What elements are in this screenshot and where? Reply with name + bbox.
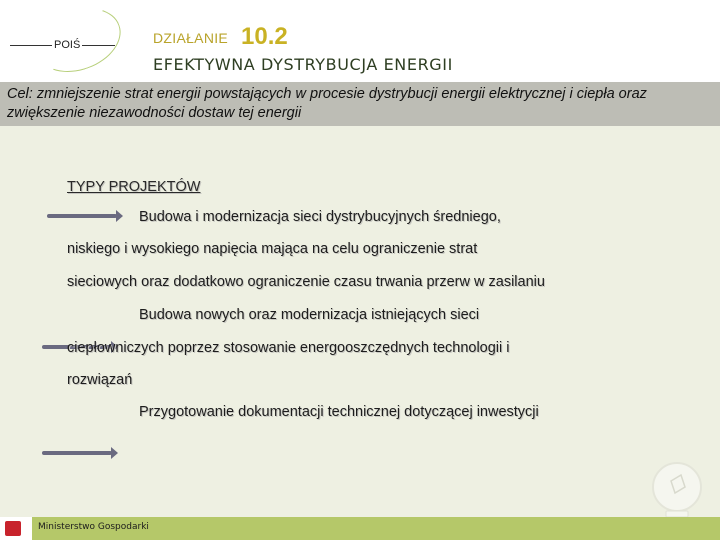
project-type-2-line-1: Budowa nowych oraz modernizacja istniejących sieci (139, 307, 480, 323)
goal-band (0, 82, 720, 126)
footer-strip (32, 517, 720, 540)
slide-header (0, 0, 720, 82)
project-type-1-line-1: Budowa i modernizacja sieci dystrybucyjnych średniego, (139, 209, 501, 225)
ministry-name: Ministerstwo Gospodarki (38, 522, 149, 532)
action-label: DZIAŁANIE (153, 30, 229, 46)
arrow-right-icon (47, 214, 117, 218)
arrow-right-icon (42, 451, 112, 455)
project-type-3-line-1: Przygotowanie dokumentacji technicznej dotyczącej inwestycji (139, 404, 539, 420)
project-type-2-line-3: rozwiązań (67, 372, 133, 388)
action-number: 10.2 (241, 23, 288, 50)
project-type-1-line-3: sieciowych oraz dodatkowo ograniczenie czasu trwania przerw w zasilaniu (67, 274, 545, 290)
slide-footer (0, 517, 720, 540)
polish-emblem-icon (5, 521, 21, 536)
project-type-2-line-2: ciepłowniczych poprzez stosowanie energooszczędnych technologii i (67, 340, 510, 356)
project-type-1-line-2: niskiego i wysokiego napięcia mająca na celu ograniczenie strat (67, 241, 478, 257)
poiś-logo: POIŚ (54, 39, 81, 51)
project-types-title: TYPY PROJEKTÓW (67, 179, 201, 195)
goal-text: Cel: zmniejszenie strat energii powstających w procesie dystrybucji energii elektrycznej i ciepła oraz zwiększenie niezawodności dostaw tej energii (7, 86, 647, 121)
slide-subtitle: EFEKTYWNA DYSTRYBUCJA ENERGII (153, 55, 453, 74)
